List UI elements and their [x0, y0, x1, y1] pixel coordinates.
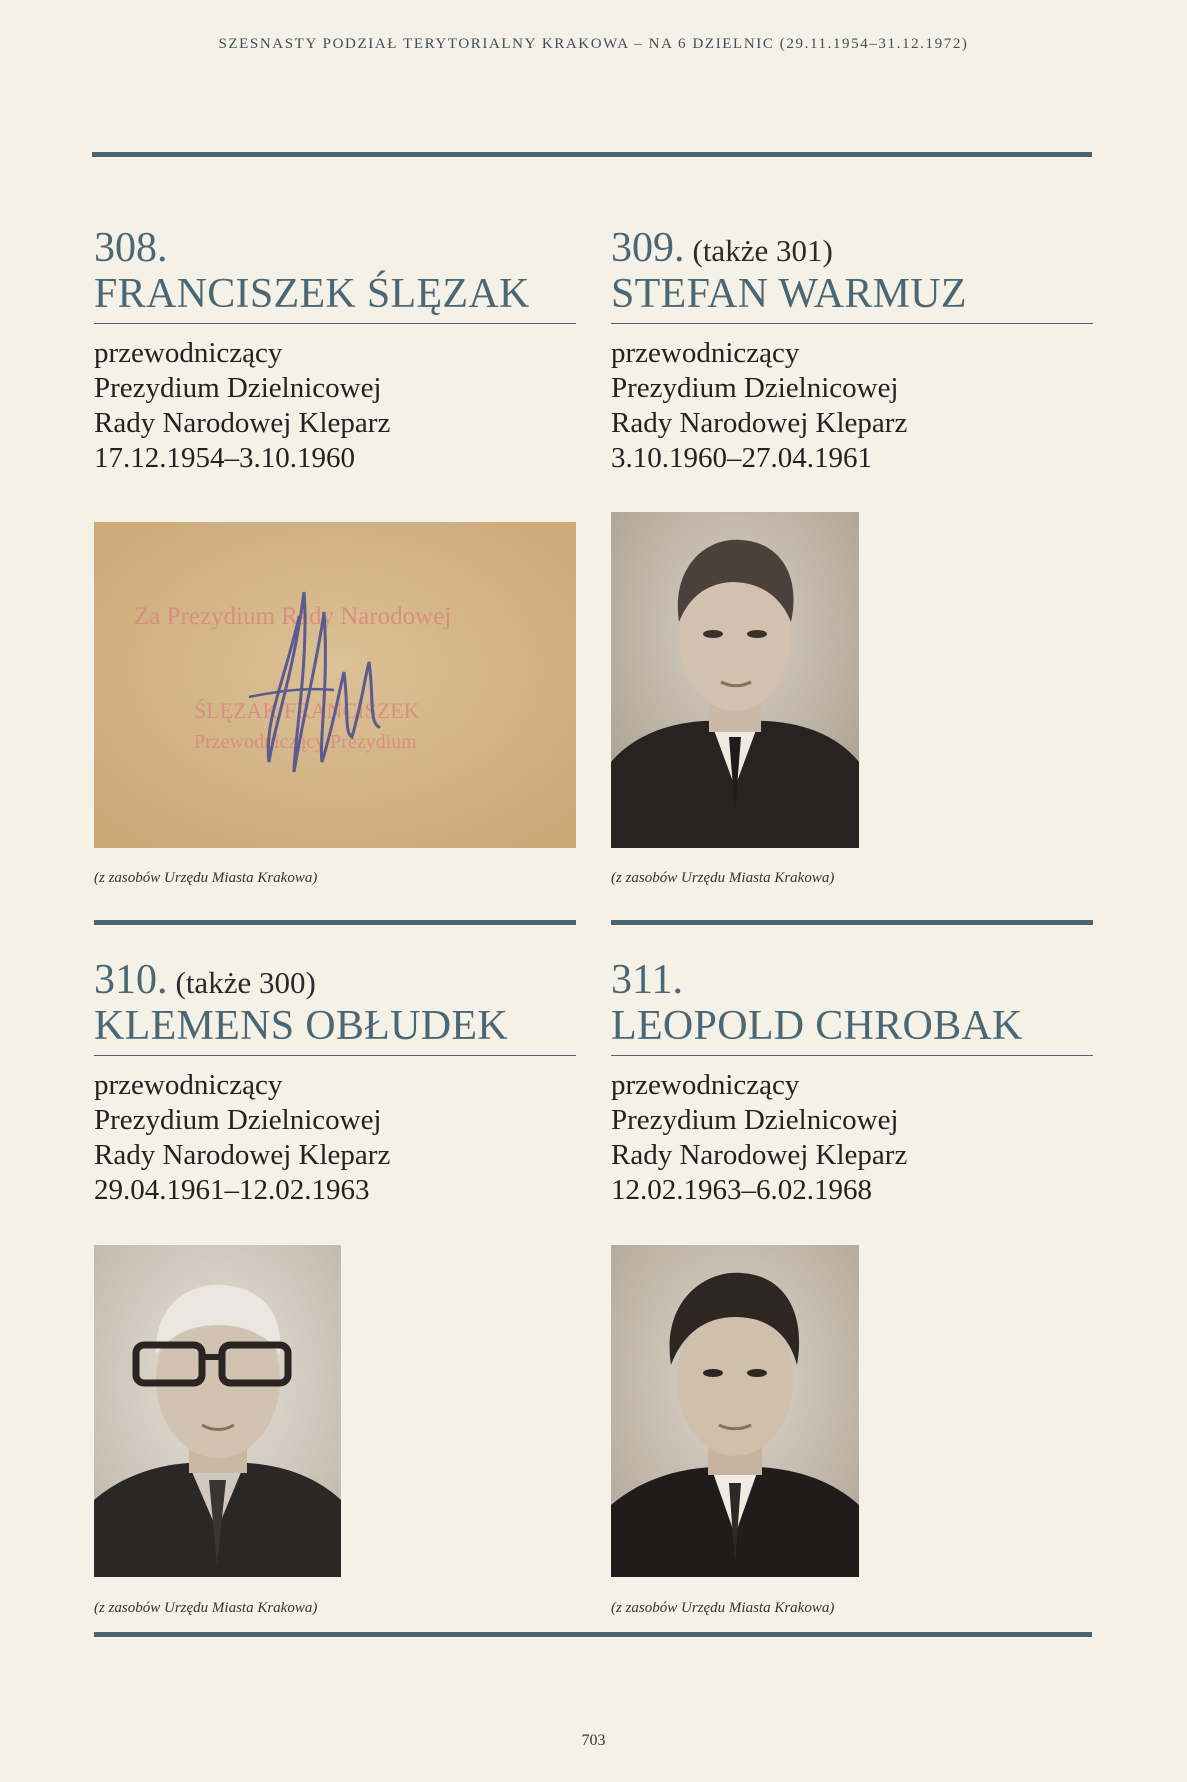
portrait-graphic — [611, 1245, 859, 1577]
entry-dates: 17.12.1954–3.10.1960 — [94, 442, 355, 474]
entry-description — [611, 1068, 1093, 1208]
entry-number-value: 308 — [94, 225, 157, 271]
signature-stamp-graphic — [94, 522, 576, 848]
entry-number-value: 310 — [94, 957, 157, 1003]
section-rule-right — [611, 920, 1093, 925]
section-rule-left — [94, 920, 576, 925]
portrait-photo — [94, 1245, 341, 1577]
entry-number-value: 311 — [611, 957, 673, 1003]
name-underline — [611, 1055, 1093, 1056]
image-caption: (z zasobów Urzędu Miasta Krakowa) — [94, 1600, 318, 1616]
entry-council: Rady Narodowej Kleparz — [611, 407, 908, 439]
entry-body: Prezydium Dzielnicowej — [94, 372, 382, 404]
entry-council: Rady Narodowej Kleparz — [94, 1139, 391, 1171]
portrait-graphic — [611, 512, 859, 848]
top-rule — [92, 152, 1092, 157]
entry-number: 310. (także 300) — [94, 957, 316, 1003]
entry-name: STEFAN WARMUZ — [611, 271, 967, 317]
entry-also-note: (także 301) — [692, 233, 833, 268]
stamp-line-1: Za Prezydium Rady Narodowej — [134, 603, 452, 630]
entry-name: KLEMENS OBŁUDEK — [94, 1003, 508, 1049]
entry-role: przewodniczący — [611, 337, 800, 369]
entry-body: Prezydium Dzielnicowej — [94, 1104, 382, 1136]
entry-also-note: (także 300) — [175, 965, 316, 1000]
portrait-photo — [611, 1245, 859, 1577]
entry-role: przewodniczący — [94, 337, 283, 369]
name-underline — [94, 323, 576, 324]
entry-body: Prezydium Dzielnicowej — [611, 1104, 899, 1136]
stamp-line-3: Przewodniczący Prezydium — [194, 731, 417, 753]
entry-dates: 3.10.1960–27.04.1961 — [611, 442, 872, 474]
stamp-line-2: ŚLĘZAK FRANCISZEK — [194, 698, 420, 723]
entry-dates: 29.04.1961–12.02.1963 — [94, 1174, 370, 1206]
entry-310 — [94, 958, 576, 1208]
entry-309 — [611, 226, 1093, 476]
name-underline — [611, 323, 1093, 324]
bottom-rule — [94, 1632, 1092, 1637]
portrait-photo — [611, 512, 859, 848]
entry-description — [611, 336, 1093, 476]
running-header: SZESNASTY PODZIAŁ TERYTORIALNY KRAKOWA – NA 6 DZIELNIC (29.11.1954–31.12.1972) — [218, 36, 969, 52]
entry-number: 311. — [611, 957, 683, 1003]
entry-council: Rady Narodowej Kleparz — [94, 407, 391, 439]
entry-description — [94, 336, 576, 476]
entry-number-value: 309 — [611, 225, 674, 271]
image-caption: (z zasobów Urzędu Miasta Krakowa) — [611, 1600, 835, 1616]
page-number: 703 — [581, 1732, 606, 1749]
portrait-graphic — [94, 1245, 341, 1577]
entry-body: Prezydium Dzielnicowej — [611, 372, 899, 404]
entry-number: 308. — [94, 225, 168, 271]
entry-dates: 12.02.1963–6.02.1968 — [611, 1174, 872, 1206]
entry-308 — [94, 226, 576, 476]
entry-role: przewodniczący — [94, 1069, 283, 1101]
entry-role: przewodniczący — [611, 1069, 800, 1101]
entry-name: FRANCISZEK ŚLĘZAK — [94, 271, 530, 317]
image-caption: (z zasobów Urzędu Miasta Krakowa) — [611, 870, 835, 886]
entry-311 — [611, 958, 1093, 1208]
image-caption: (z zasobów Urzędu Miasta Krakowa) — [94, 870, 318, 886]
name-underline — [94, 1055, 576, 1056]
entry-number: 309. (także 301) — [611, 225, 833, 271]
entry-description — [94, 1068, 576, 1208]
entry-council: Rady Narodowej Kleparz — [611, 1139, 908, 1171]
entry-name: LEOPOLD CHROBAK — [611, 1003, 1023, 1049]
signature-stamp-image — [94, 522, 576, 848]
